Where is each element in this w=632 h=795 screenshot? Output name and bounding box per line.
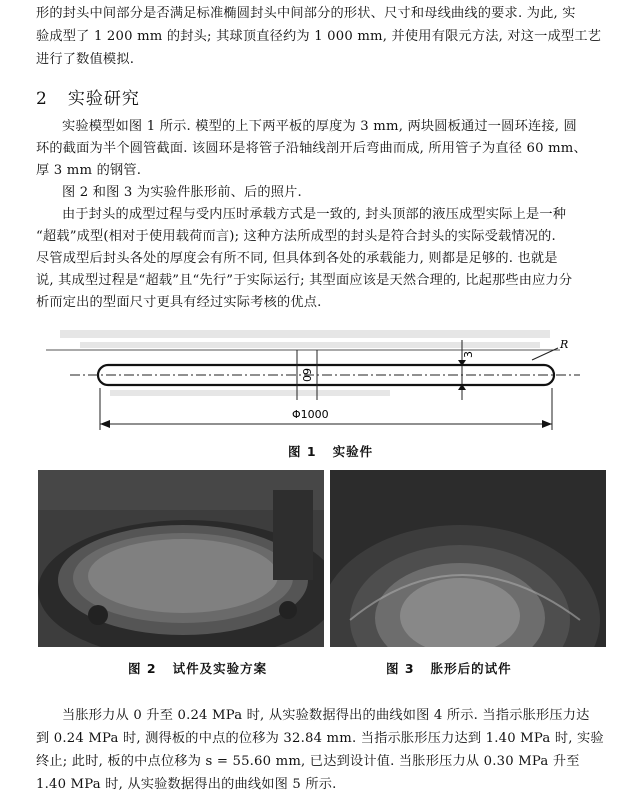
text-line: 实验模型如图 1 所示. 模型的上下两平板的厚度为 3 mm, 两块圆板通过一圆环连接, 圆: [62, 119, 577, 134]
text-line: 1.40 MPa 时, 从实验数据得出的曲线如图 5 所示.: [36, 777, 337, 792]
figure-2-caption: [128, 659, 267, 677]
figure-3-caption: [386, 659, 512, 677]
text-line: 当胀形力从 0 升至 0.24 MPa 时, 从实验数据得出的曲线如图 4 所示. 当指示胀形压力达: [62, 708, 590, 723]
text-line: 环的截面为半个圆管截面. 该圆环是将管子沿轴线剖开后弯曲而成, 所用管子为直径 60 mm、: [36, 141, 587, 156]
section-number: 2: [36, 89, 48, 109]
text-line: 形的封头中间部分是否满足标准椭圆封头中间部分的形状、尺寸和母线曲线的要求. 为此, 实: [36, 6, 576, 21]
dim-pipe-label: 60: [300, 368, 313, 382]
caption-text: 实验件: [332, 444, 374, 459]
figure-3-photo: [330, 470, 606, 647]
caption-text: 胀形后的试件: [430, 661, 512, 676]
figure-1-drawing: [40, 328, 600, 438]
caption-text: 试件及实验方案: [172, 661, 268, 676]
text-line: 终止; 此时, 板的中点位移为 s = 55.60 mm, 已达到设计值. 当胀形压力从 0.30 MPa 升至: [36, 754, 580, 769]
text-line: 说, 其成型过程是“超载”且“先行”于实际运行; 其型面应该是天然合理的, 比起那些由应力分: [36, 273, 573, 288]
text-line: 到 0.24 MPa 时, 测得板的中点的位移为 32.84 mm. 当指示胀形压力达到 1.40 MPa 时, 实验: [36, 731, 604, 746]
radius-label: R: [560, 338, 569, 351]
text-line: 由于封头的成型过程与受内压时承载方式是一致的, 封头顶部的液压成型实际上是一种: [62, 207, 567, 222]
figure-1-caption: [288, 442, 373, 460]
caption-number: 图 1: [288, 444, 317, 459]
dim-thickness-label: 3: [462, 351, 475, 358]
text-line: 验成型了 1 200 mm 的封头; 其球顶直径约为 1 000 mm, 并使用有限元方法, 对这一成型工艺: [36, 29, 602, 44]
text-line: 图 2 和图 3 为实验件胀形前、后的照片.: [62, 185, 302, 200]
figure-2-photo: [38, 470, 324, 647]
text-line: 尽管成型后封头各处的厚度会有所不同, 但具体到各处的承载能力, 则都是足够的. 也就是: [36, 251, 558, 266]
caption-number: 图 3: [386, 661, 415, 676]
text-line: 进行了数值模拟.: [36, 52, 135, 67]
text-line: “超载”成型(相对于使用载荷而言); 这种方法所成型的封头是符合封头的实际受载情况的.: [36, 229, 556, 244]
section-heading: [36, 84, 140, 109]
section-title: 实验研究: [67, 89, 140, 109]
text-line: 厚 3 mm 的钢管.: [36, 163, 142, 178]
text-line: 析而定出的型面尺寸更具有经过实际考核的优点.: [36, 295, 322, 310]
dim-diameter-label: Φ1000: [292, 408, 329, 421]
caption-number: 图 2: [128, 661, 157, 676]
